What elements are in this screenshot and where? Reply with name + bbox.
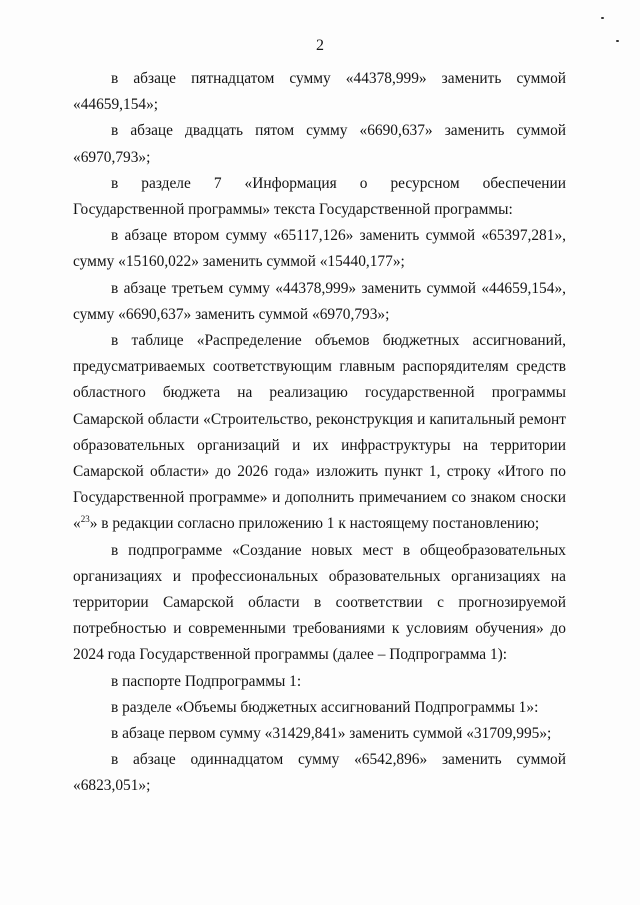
paragraph-amend-1st: в абзаце первом сумму «31429,841» заменить суммой «31709,995»; — [111, 725, 552, 743]
paragraph-table-distribution — [73, 328, 566, 538]
paragraph-passport: в паспорте Подпрограммы 1: — [111, 672, 302, 690]
paragraph-subprogram-1: в подпрограмме «Создание новых мест в общеобразовательных организациях и профессиональных образовательных организациях на территории Самарской области в соответствии с прогнозируемой потребностью и современными требованиями к условиям обучения» до 2024 года Государственной программы (далее – Подпрограмма 1): — [73, 541, 566, 664]
document-body — [73, 66, 566, 800]
page-number: 2 — [316, 37, 324, 54]
paragraph-section-7: в разделе 7 «Информация о ресурсном обеспечении Государственной программы» текста Государственной программы: — [73, 174, 566, 219]
footnote-marker: 23 — [80, 514, 90, 525]
paragraph-amend-15th: в абзаце пятнадцатом сумму «44378,999» заменить суммой «44659,154»; — [73, 70, 566, 114]
paragraph-table-text-before: в таблице «Распределение объемов бюджетных ассигнований, предусматриваемых соответствующим главным распорядителям средств областного бюджета на реализацию государственной программы Самарской области «Строительство, реконструкция и капитальный ремонт образовательных организаций и их инфраструктуры на территории Самарской области» до 2026 года» изложить пункт 1, строку «Итого по Государственной программе» и дополнить примечанием со знаком сноски « — [73, 332, 566, 533]
paragraph-budget-section: в разделе «Объемы бюджетных ассигнований Подпрограммы 1»: — [111, 698, 539, 716]
scan-speck — [601, 17, 604, 19]
paragraph-table-text-after: » в редакции согласно приложению 1 к настоящему постановлению; — [89, 515, 540, 533]
paragraph-amend-11th: в абзаце одиннадцатом сумму «6542,896» заменить суммой «6823,051»; — [73, 751, 566, 795]
paragraph-amend-3rd: в абзаце третьем сумму «44378,999» заменить суммой «44659,154», сумму «6690,637» заменить суммой «6970,793»; — [73, 279, 566, 323]
paragraph-amend-2nd: в абзаце втором сумму «65117,126» заменить суммой «65397,281», сумму «15160,022» заменить суммой «15440,177»; — [73, 227, 566, 271]
paragraph-amend-25th: в абзаце двадцать пятом сумму «6690,637» заменить суммой «6970,793»; — [73, 122, 566, 166]
